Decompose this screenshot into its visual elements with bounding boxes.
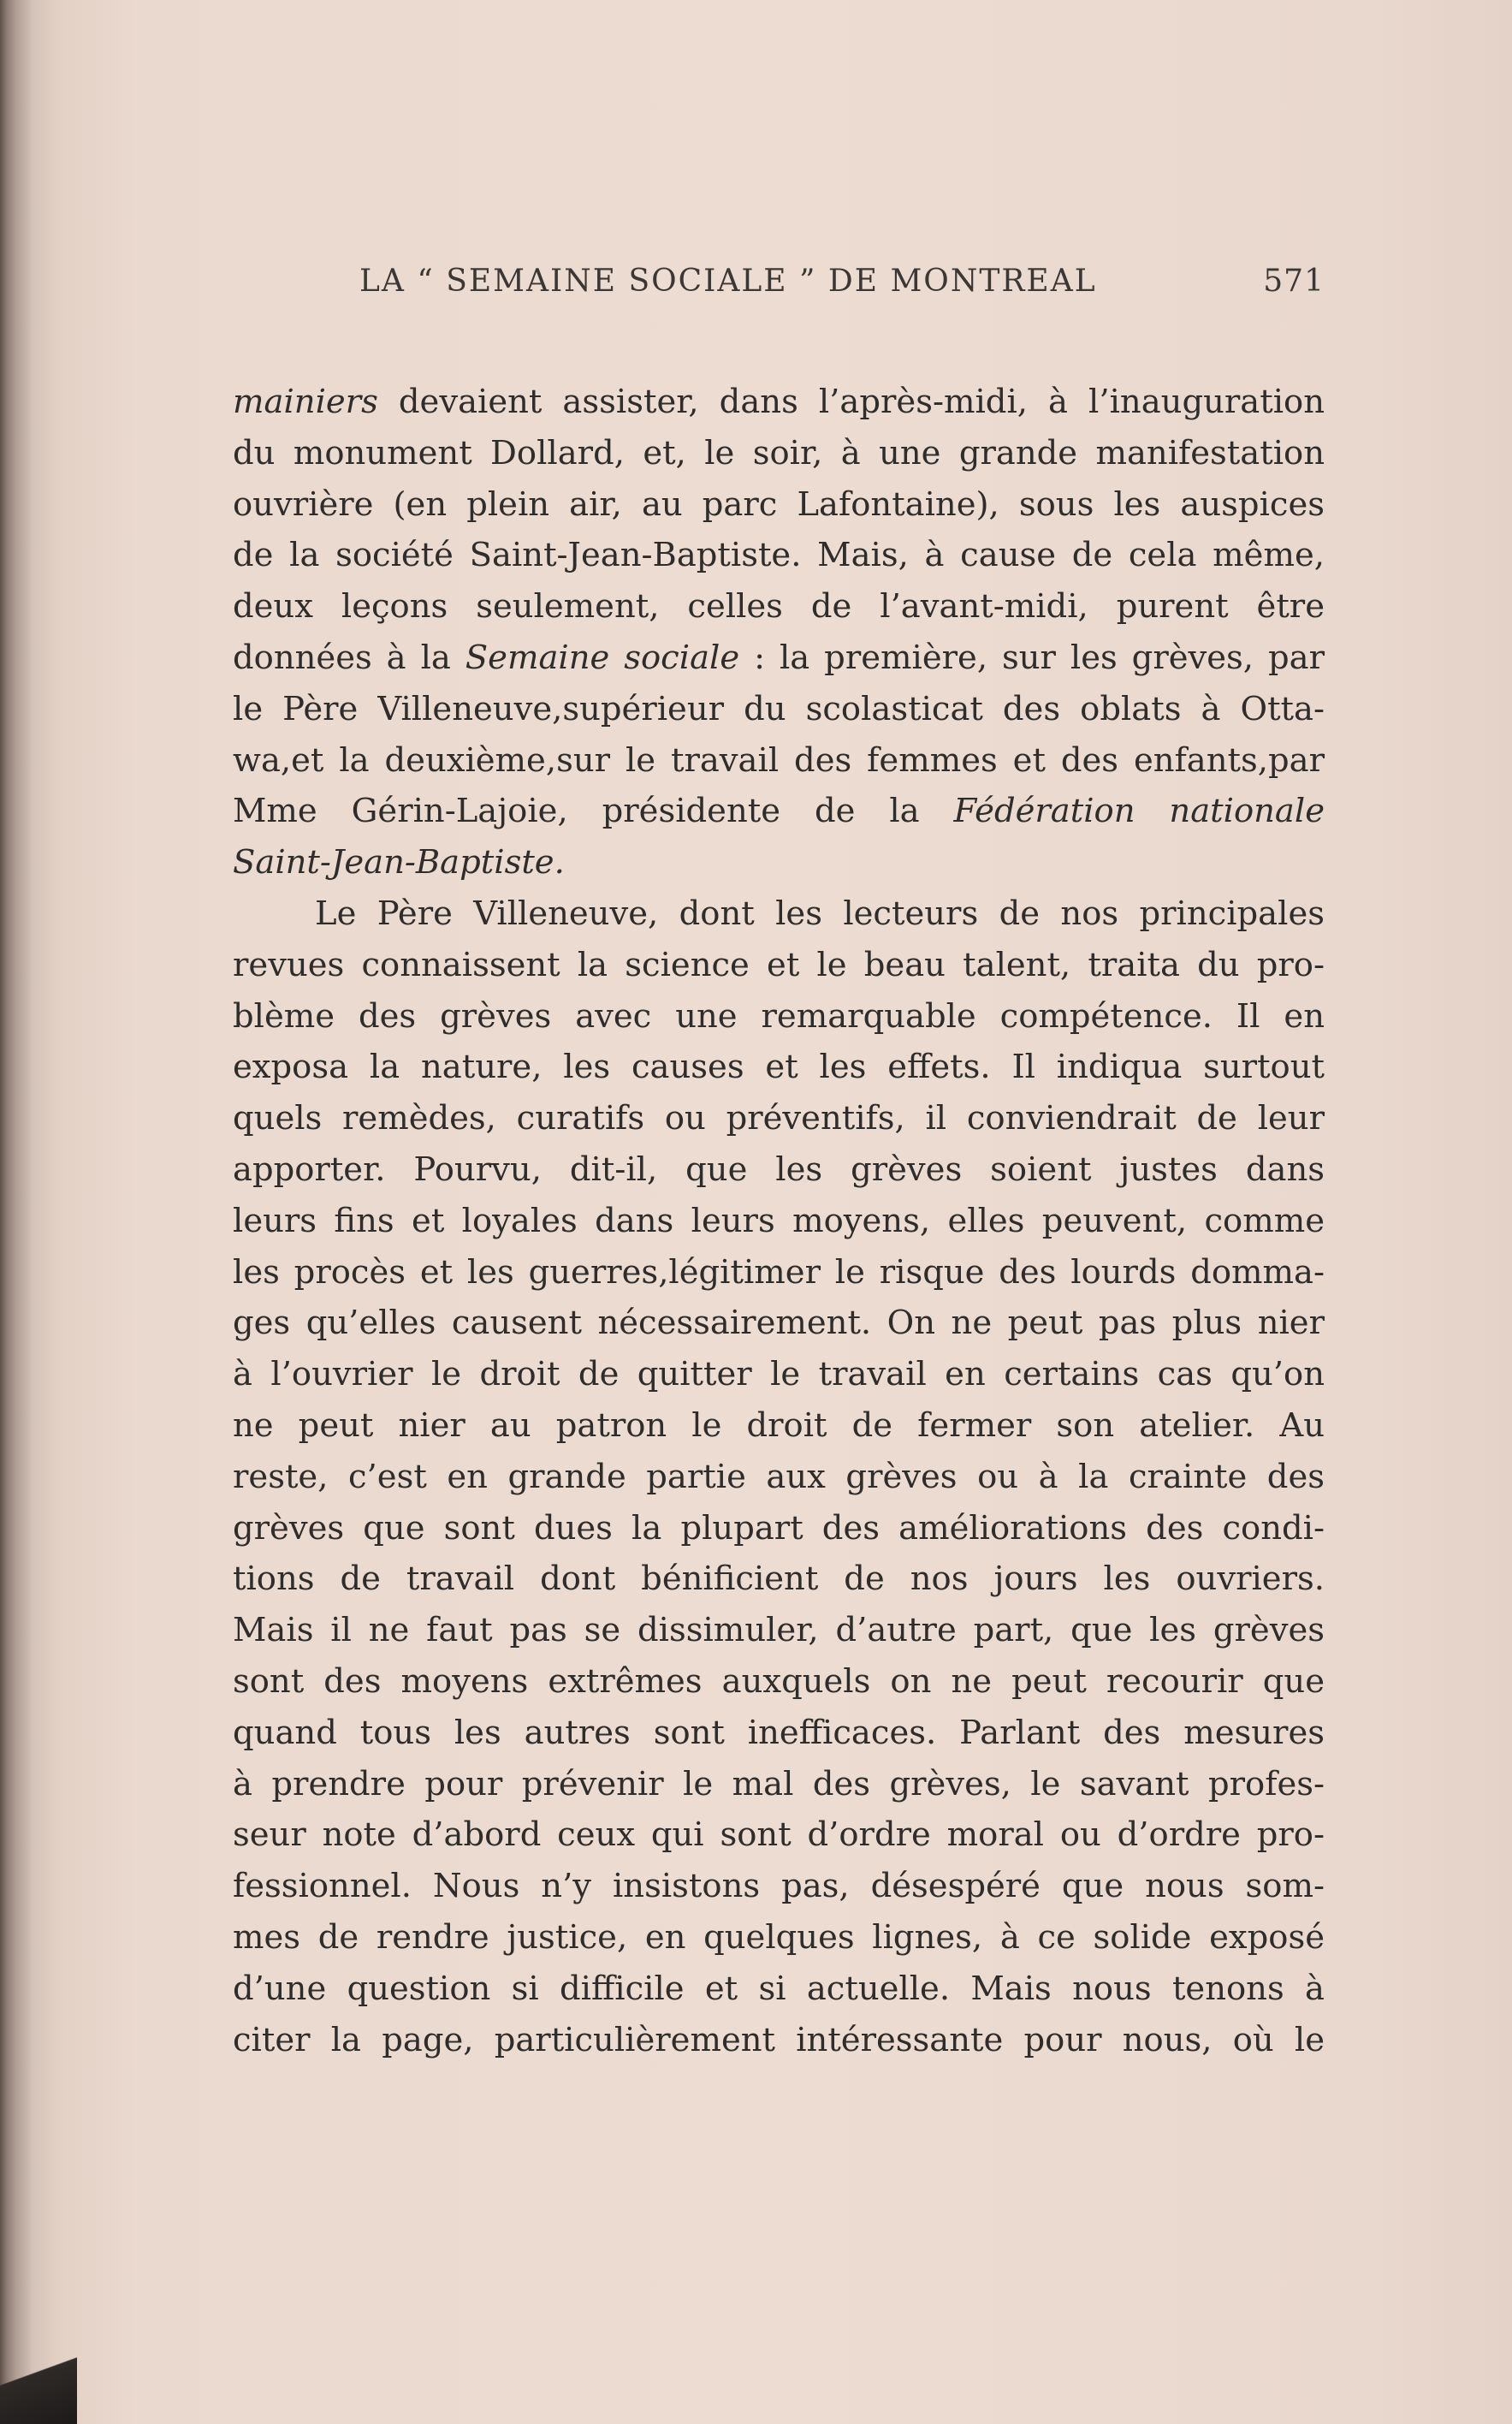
line-segment: données à la [233, 638, 465, 677]
text-line: ges qu’elles causent nécessairement. On ne peut pas plus nier [233, 1304, 1325, 1343]
text-line [233, 377, 1325, 428]
text-line: quand tous les autres sont inefficaces. Parlant des mesures [233, 1713, 1325, 1752]
running-header [359, 264, 1325, 315]
text-line: revues connaissent la science et le beau talent, traita du pro- [233, 945, 1325, 984]
text-line: Mais il ne faut pas se dissimuler, d’autre part, que les grèves [233, 1611, 1325, 1650]
text-line [233, 633, 1325, 684]
text-line: deux leçons seulement, celles de l’avant-midi, purent être [233, 587, 1325, 627]
text-line: quels remèdes, curatifs ou préventifs, il conviendrait de leur [233, 1099, 1325, 1138]
italic-phrase: Semaine sociale [465, 638, 740, 677]
text-line: grèves que sont dues la plupart des améliorations des condi- [233, 1508, 1325, 1548]
text-line: apporter. Pourvu, dit-il, que les grèves soient justes dans [233, 1150, 1325, 1189]
paragraph-2 [233, 888, 1325, 2065]
text-line: fessionnel. Nous n’y insistons pas, désespéré que nous som- [233, 1867, 1325, 1906]
italic-word: mainiers [233, 383, 378, 421]
text-line: sont des moyens extrêmes auxquels on ne peut recourir que [233, 1661, 1325, 1701]
text-line: tions de travail dont bénificient de nos jours les ouvriers. [233, 1560, 1325, 1599]
text-line: de la société Saint-Jean-Baptiste. Mais, à cause de cela même, [233, 536, 1325, 575]
text-line: leurs fins et loyales dans leurs moyens, elles peuvent, comme [233, 1201, 1325, 1240]
text-line: les procès et les guerres,légitimer le risque des lourds domma- [233, 1252, 1325, 1292]
text-line: exposa la nature, les causes et les effets. Il indiqua surtout [233, 1048, 1325, 1087]
page-number: 571 [1263, 264, 1325, 299]
text-line: à prendre pour prévenir le mal des grèves, le savant profes- [233, 1764, 1325, 1803]
text-line: ne peut nier au patron le droit de fermer son atelier. Au [233, 1405, 1325, 1445]
text-line: Saint-Jean-Baptiste. [233, 843, 565, 882]
line-segment: : la première, sur les grèves, par [739, 638, 1325, 677]
text-line: d’une question si difficile et si actuelle. Mais nous tenons à [233, 1969, 1325, 2008]
book-spine [0, 0, 33, 2424]
text-line: le Père Villeneuve,supérieur du scolasticat des oblats à Otta- [233, 689, 1325, 728]
text-line: du monument Dollard, et, le soir, à une grande manifestation [233, 433, 1325, 472]
text-line: mes de rendre justice, en quelques lignes, à ce solide exposé [233, 1917, 1325, 1957]
corner-shadow [0, 2330, 77, 2424]
text-line: à l’ouvrier le droit de quitter le travail en certains cas qu’on [233, 1355, 1325, 1394]
text-line: Le Père Villeneuve, dont les lecteurs de nos principales [315, 894, 1325, 933]
running-title: LA “ SEMAINE SOCIALE ” DE MONTREAL [359, 264, 1097, 299]
italic-phrase: Fédération nationale [953, 792, 1325, 831]
line-segment: Mme Gérin-Lajoie, présidente de la [233, 792, 954, 831]
line-segment: devaient assister, dans l’après-midi, à l’inauguration [377, 383, 1325, 421]
text-line: wa,et la deuxième,sur le travail des femmes et des enfants,par [233, 740, 1325, 780]
text-line: ouvrière (en plein air, au parc Lafontaine), sous les auspices [233, 484, 1325, 524]
text-line: blème des grèves avec une remarquable compétence. Il en [233, 996, 1325, 1036]
text-line [233, 786, 1325, 837]
body-text [233, 377, 1325, 2065]
text-line: citer la page, particulièrement intéressante pour nous, où le [233, 2020, 1325, 2059]
text-line: reste, c’est en grande partie aux grèves ou à la crainte des [233, 1457, 1325, 1496]
paragraph-1 [233, 377, 1325, 888]
text-line: seur note d’abord ceux qui sont d’ordre moral ou d’ordre pro- [233, 1815, 1325, 1855]
